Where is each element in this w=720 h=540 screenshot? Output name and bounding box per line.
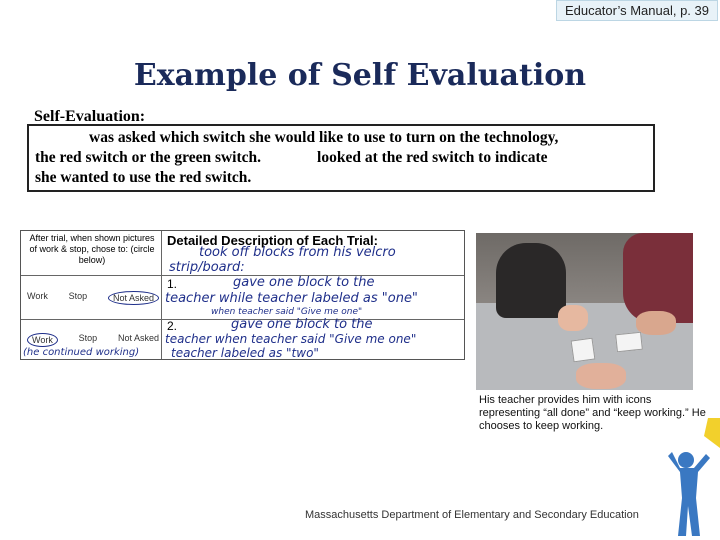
trial-1-handwriting-2: teacher while teacher labeled as "one" (165, 291, 418, 306)
photo-caption: His teacher provides him with icons representing “all done” and “keep working.” He chooses to keep working. (479, 394, 706, 432)
self-evaluation-line-2a: the red switch or the green switch. (35, 149, 262, 166)
trial-2-choices (27, 333, 159, 347)
trial-1-choices (27, 291, 159, 305)
choice-not-asked-circled: Not Asked (108, 291, 159, 305)
trial-table (20, 230, 465, 360)
trial-1-handwriting-3: when teacher said "Give me one" (211, 307, 363, 317)
choice-column-header: After trial, when shown pictures of work & stop, chose to: (circle below) (29, 233, 155, 265)
trial-1-number: 1. (167, 277, 178, 291)
trial-2-note: (he continued working) (23, 347, 140, 358)
person-figure-icon (660, 418, 720, 540)
self-evaluation-line-1: was asked which switch she would like to use to turn on the technology, (89, 129, 559, 146)
trial-2-handwriting-2: teacher when teacher said "Give me one" (165, 332, 417, 346)
self-evaluation-box (27, 124, 655, 192)
choice-work: Work (27, 291, 48, 301)
page-reference: Educator’s Manual, p. 39 (556, 0, 718, 21)
choice-work-circled: Work (27, 333, 58, 347)
self-evaluation-line-3: she wanted to use the red switch. (35, 169, 252, 186)
footer-organization: Massachusetts Department of Elementary and Secondary Education (305, 509, 639, 521)
trial-1-handwriting-1: gave one block to the (233, 275, 375, 290)
trial-2-number: 2. (167, 319, 178, 333)
choice-not-asked: Not Asked (117, 333, 159, 343)
header-handwriting-1: took off blocks from his velcro (199, 245, 396, 260)
slide-title: Example of Self Evaluation (133, 58, 587, 93)
self-evaluation-line-2b: looked at the red switch to indicate (317, 149, 548, 166)
header-handwriting-2: strip/board: (169, 260, 245, 275)
self-evaluation-line-2 (35, 148, 647, 168)
keep-working-icon-card (615, 332, 643, 353)
trial-2-handwriting-1: gave one block to the (231, 317, 373, 332)
choice-stop: Stop (78, 333, 98, 343)
all-done-icon-card (571, 338, 596, 363)
description-column-header: Detailed Description of Each Trial: (167, 233, 378, 248)
classroom-photo (476, 233, 693, 390)
choice-stop: Stop (68, 291, 88, 301)
trial-2-handwriting-3: teacher labeled as "two" (171, 346, 319, 360)
self-evaluation-heading: Self-Evaluation: (34, 108, 146, 125)
